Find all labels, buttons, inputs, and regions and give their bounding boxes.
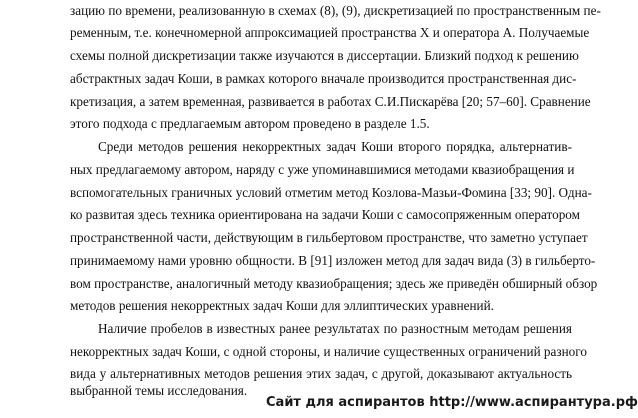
paragraph-3-line-3: вида у альтернативных методов решения этих задач, с другой, доказывают актуальность <box>70 366 572 381</box>
paragraph-2-line-7: вом пространстве, аналогичный методу квазиобращения; здесь же приведён обширный обзор <box>70 276 598 291</box>
paragraph-1-line-3: схемы полной дискретизации также изучаются в диссертации. Близкий подход к решению <box>70 48 579 63</box>
site-watermark: Сайт для аспирантов http://www.аспирантура.рф <box>266 395 638 410</box>
paragraph-1-line-6: этого подхода с предлагаемым автором проведено в разделе 1.5. <box>70 116 430 131</box>
paragraph-2-line-8: методов решения некорректных задач Коши для эллиптических уравнений. <box>70 298 494 313</box>
paragraph-1-line-2: ременным, т.е. конечномерной аппроксимацией пространства X и оператора A. Получаемые <box>70 25 590 40</box>
paragraph-3-line-2: некорректных задач Коши, с одной стороны, и наличие существенных ограничений разного <box>70 344 587 359</box>
paragraph-2-line-5: пространственной части, действующим в гильбертовом пространстве, что заметно уступает <box>70 230 588 245</box>
paragraph-2-line-2: ных предлагаемому автором, наряду с уже упоминавшимися методами квазиобращения и <box>70 162 575 177</box>
paragraph-2-line-4: ко развитая здесь техника ориентирована на задачи Коши с самосопряженным оператором <box>70 207 580 222</box>
paragraph-1-line-4: абстрактных задач Коши, в рамках которого вначале производится пространственная дис- <box>70 71 577 86</box>
paragraph-3-line-4: выбранной темы исследования. <box>70 383 248 398</box>
paragraph-3-line-1: Наличие пробелов в известных ранее результатах по разностным методам решения <box>98 321 572 336</box>
paragraph-2-line-1: Среди методов решения некорректных задач Коши второго порядка, альтернатив- <box>98 139 572 154</box>
paragraph-2-line-6: принимаемому нами уровню общности. В [91] изложен метод для задач вида (3) в гильберто- <box>70 253 596 268</box>
paragraph-1-line-5: кретизация, а затем временная, развивается в работах С.И.Пискарёва [20; 57–60]. Сравнение <box>70 94 591 109</box>
paragraph-2-line-3: вспомогательных граничных условий отметим метод Козлова-Мазьи-Фомина [33; 90]. Одна- <box>70 185 592 200</box>
paragraph-1-line-1: зацию по времени, реализованную в схемах (8), (9), дискретизацией по пространственным пе- <box>70 3 601 18</box>
